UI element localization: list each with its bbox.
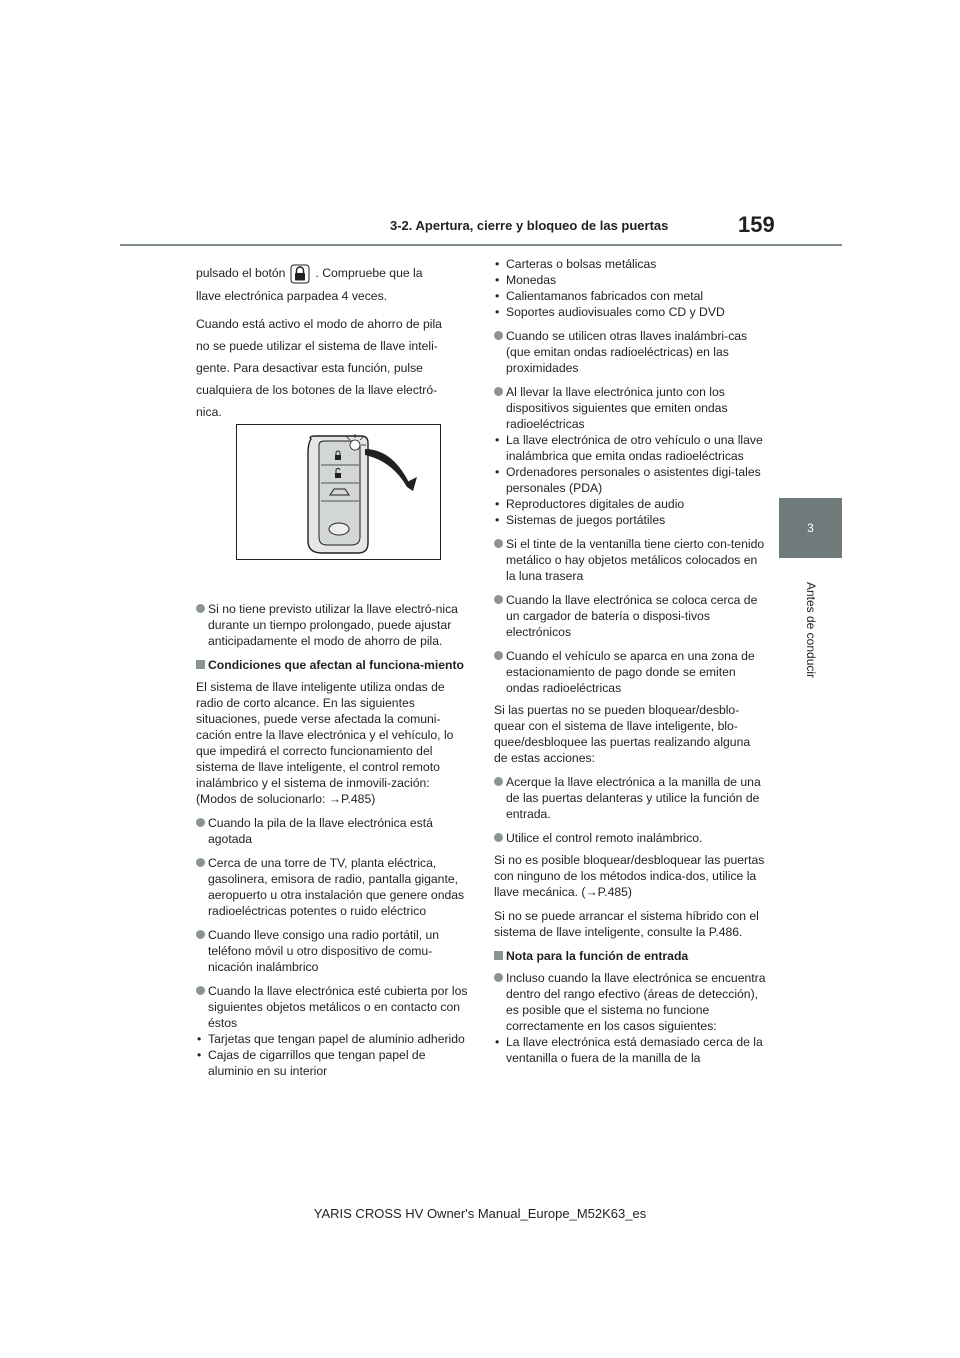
- power-save-line: gente. Para desactivar esta función, pulse: [196, 360, 423, 375]
- para-cannot-lock: Si las puertas no se pueden bloquear/desblo-quear con el sistema de llave inteligente, blo-quee/desbloquee las puertas realizando alguna de estas acciones:: [494, 703, 751, 765]
- bullet-entry: Incluso cuando la llave electrónica se encuentra dentro del rango efectivo (áreas de detección), es posible que el sistema no funcione correctamente en los casos siguientes:: [494, 970, 766, 1034]
- metal-item: • Carteras o bolsas metálicas: [494, 256, 766, 272]
- bullet-other-keys: Cuando se utilicen otras llaves inalámbri-cas (que emitan ondas radioeléctricas) en las proximidades: [494, 328, 766, 376]
- device-item: • Reproductores digitales de audio: [494, 496, 766, 512]
- device-items-list: [494, 432, 766, 528]
- power-save-line: cualquiera de los botones de la llave electró-: [196, 382, 438, 397]
- entry-items-list: [494, 1034, 766, 1066]
- bullet-condition: Cuando la llave electrónica se coloca cerca de un cargador de batería o disposi-tivos electrónicos: [494, 592, 766, 640]
- entry-item: • La llave electrónica está demasiado cerca de la ventanilla o fuera de la manilla de la: [494, 1034, 766, 1066]
- page-number: 159: [738, 212, 775, 237]
- device-item: • La llave electrónica de otro vehículo o una llave inalámbrica que emita ondas radioeléctricas: [494, 432, 766, 464]
- intro-text-before: pulsado el botón: [196, 266, 286, 280]
- metal-item: • Cajas de cigarrillos que tengan papel de aluminio en su interior: [196, 1047, 468, 1079]
- column-right: [494, 256, 766, 1066]
- metal-items-cont-list: [494, 256, 766, 320]
- bullet-action: Utilice el control remoto inalámbrico.: [494, 830, 766, 846]
- bullet-devices: Al llevar la llave electrónica junto con los dispositivos siguientes que emiten ondas radioeléctricas: [494, 384, 766, 432]
- intro-text-after: . Compruebe que la: [315, 266, 423, 280]
- metal-items-list: [196, 1031, 468, 1079]
- bullet-condition: Cuando lleve consigo una radio portátil, un teléfono móvil u otro dispositivo de comu-nicación inalámbrico: [196, 927, 468, 975]
- footer-manual-name: YARIS CROSS HV Owner's Manual_Europe_M52K63_es: [313, 1206, 647, 1221]
- device-item: • Sistemas de juegos portátiles: [494, 512, 766, 528]
- section-title: 3-2. Apertura, cierre y bloqueo de las puertas: [390, 218, 669, 233]
- header-rule: [120, 244, 842, 246]
- bullet-action: Acerque la llave electrónica a la manilla de una de las puertas delanteras y utilice la función de entrada.: [494, 774, 766, 822]
- power-save-line: Cuando está activo el modo de ahorro de pila: [196, 316, 442, 331]
- para-hybrid-start: Si no se puede arrancar el sistema híbrido con el sistema de llave inteligente, consulte la P.486.: [494, 909, 759, 939]
- bullet-condition: Cerca de una torre de TV, planta eléctrica, gasolinera, emisora de radio, pantalla gigante, aeropuerto u otra instalación que genere ondas radioeléctricas potentes o ruido eléctrico: [196, 855, 468, 919]
- device-item: • Ordenadores personales o asistentes digi-tales personales (PDA): [494, 464, 766, 496]
- bullet-condition: Cuando la llave electrónica esté cubierta por los siguientes objetos metálicos o en contacto con éstos: [196, 983, 468, 1031]
- metal-item: • Tarjetas que tengan papel de aluminio adherido: [196, 1031, 468, 1047]
- subhead-conditions: Condiciones que afectan al funciona-miento: [196, 657, 468, 673]
- power-save-line: nica.: [196, 404, 222, 419]
- chapter-number: 3: [807, 521, 814, 535]
- power-save-line: no se puede utilizar el sistema de llave inteli-: [196, 338, 438, 353]
- intro-line-1: [196, 262, 468, 285]
- para-mechanical-key: Si no es posible bloquear/desbloquear las puertas con ninguno de los métodos indica-dos, utilice la llave mecánica. (→P.485): [494, 853, 765, 899]
- smart-key-illustration: [236, 424, 441, 560]
- intro-line-2: llave electrónica parpadea 4 veces.: [196, 288, 388, 303]
- bullet-condition: Si el tinte de la ventanilla tiene cierto con-tenido metálico o hay objetos metálicos colocados en la luna trasera: [494, 536, 766, 584]
- chapter-label: Antes de conducir: [803, 581, 818, 679]
- bullet-condition: Cuando el vehículo se aparca en una zona de estacionamiento de pago donde se emiten ondas radioeléctricas: [494, 648, 766, 696]
- chapter-label-box: [779, 560, 842, 700]
- lock-icon: [289, 263, 311, 285]
- side-tab-spacer: [779, 246, 842, 494]
- chapter-tab: [779, 498, 842, 558]
- column-left: [196, 262, 468, 1087]
- bullet-condition: Cuando la pila de la llave electrónica está agotada: [196, 815, 468, 847]
- bullet-battery: Si no tiene previsto utilizar la llave electró-nica durante un tiempo prolongado, puede ajustar anticipadamente el modo de ahorro de pila.: [196, 601, 468, 649]
- conditions-paragraph: El sistema de llave inteligente utiliza ondas de radio de corto alcance. En las siguientes situaciones, puede verse afectada la comuni-cación entre la llave electrónica y el vehículo, lo que impedirá el correcto funcionamiento del sistema de llave inteligente, el control remoto inalámbrico y el sistema de inmovili-zación: (Modos de solucionarlo: →P.485): [196, 679, 454, 806]
- subhead-entry: Nota para la función de entrada: [494, 948, 766, 964]
- metal-item: • Calientamanos fabricados con metal: [494, 288, 766, 304]
- metal-item: • Soportes audiovisuales como CD y DVD: [494, 304, 766, 320]
- metal-item: • Monedas: [494, 272, 766, 288]
